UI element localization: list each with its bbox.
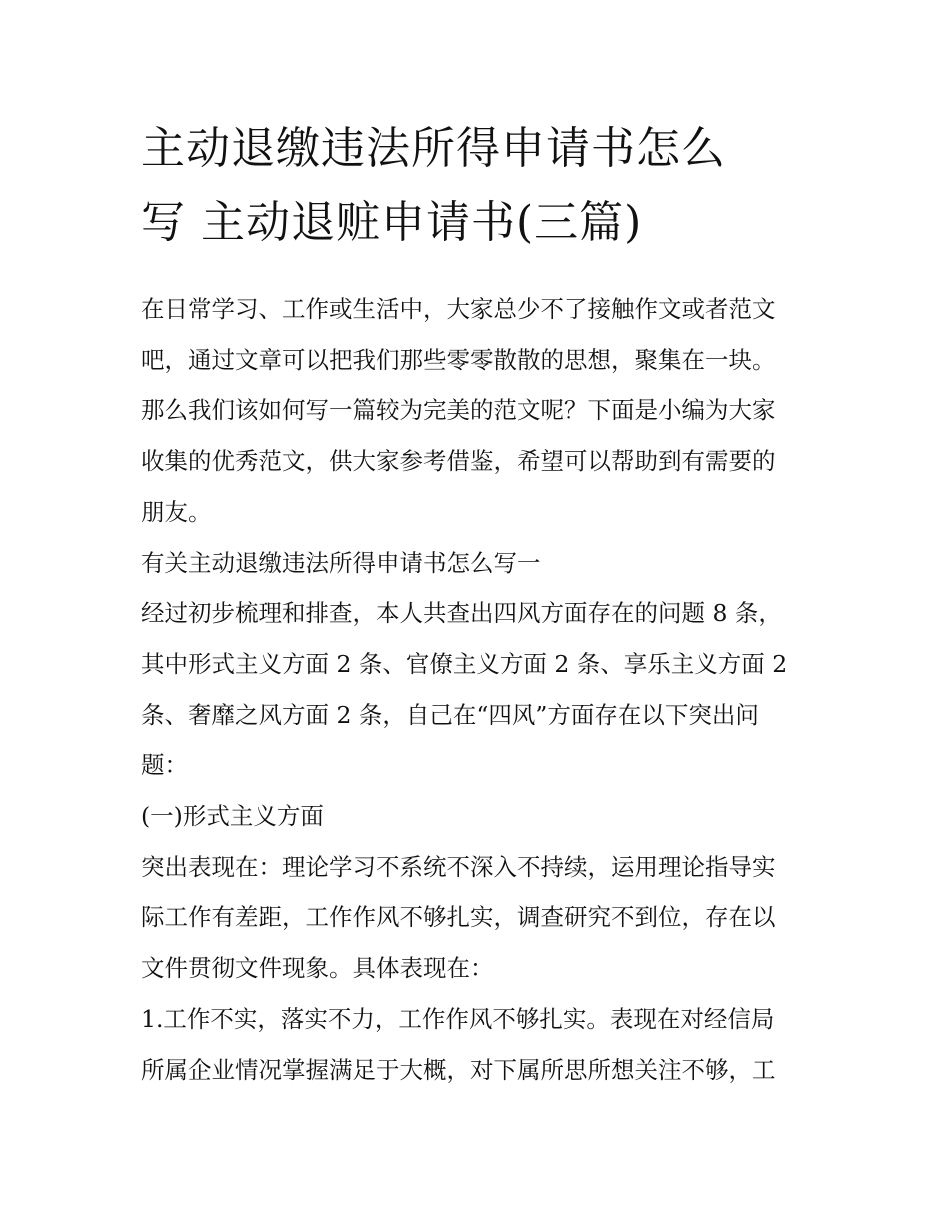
body-line: 际工作有差距，工作作风不够扎实，调查研究不到位，存在以 (141, 903, 776, 932)
body-line: 经过初步梳理和排查，本人共查出四风方面存在的问题 8 条， (141, 599, 782, 628)
body-line: 那么我们该如何写一篇较为完美的范文呢？下面是小编为大家 (141, 396, 776, 425)
document-content (141, 112, 821, 1095)
title-line: 写 主动退赃申请书(三篇) (141, 197, 643, 248)
document-title (141, 112, 821, 260)
list-item-line: 1.工作不实，落实不力，工作作风不够扎实。表现在对经信局 (141, 1004, 775, 1033)
body-line: 收集的优秀范文，供大家参考借鉴，希望可以帮助到有需要的 (141, 447, 776, 476)
section-heading: 有关主动退缴违法所得申请书怎么写一 (141, 548, 541, 577)
body-line: 其中形式主义方面 2 条、官僚主义方面 2 条、享乐主义方面 2 (141, 649, 788, 678)
body-line: 条、奢靡之风方面 2 条，自己在“四风”方面存在以下突出问 (141, 700, 759, 729)
title-line: 主动退缴违法所得申请书怎么 (141, 123, 726, 174)
body-line: 突出表现在：理论学习不系统不深入不持续，运用理论指导实 (141, 852, 776, 881)
body-line: 文件贯彻文件现象。具体表现在： (141, 954, 494, 983)
body-line: 吧，通过文章可以把我们那些零零散散的思想，聚集在一块。 (141, 345, 776, 374)
document-body (141, 284, 821, 1095)
title-spacing (141, 260, 821, 284)
body-line: 朋友。 (141, 497, 212, 526)
subsection-heading: (一)形式主义方面 (141, 802, 324, 831)
body-line: 在日常学习、工作或生活中，大家总少不了接触作文或者范文 (141, 295, 776, 323)
body-line: 题： (141, 751, 188, 780)
list-item-line: 所属企业情况掌握满足于大概，对下属所思所想关注不够，工 (141, 1055, 776, 1084)
